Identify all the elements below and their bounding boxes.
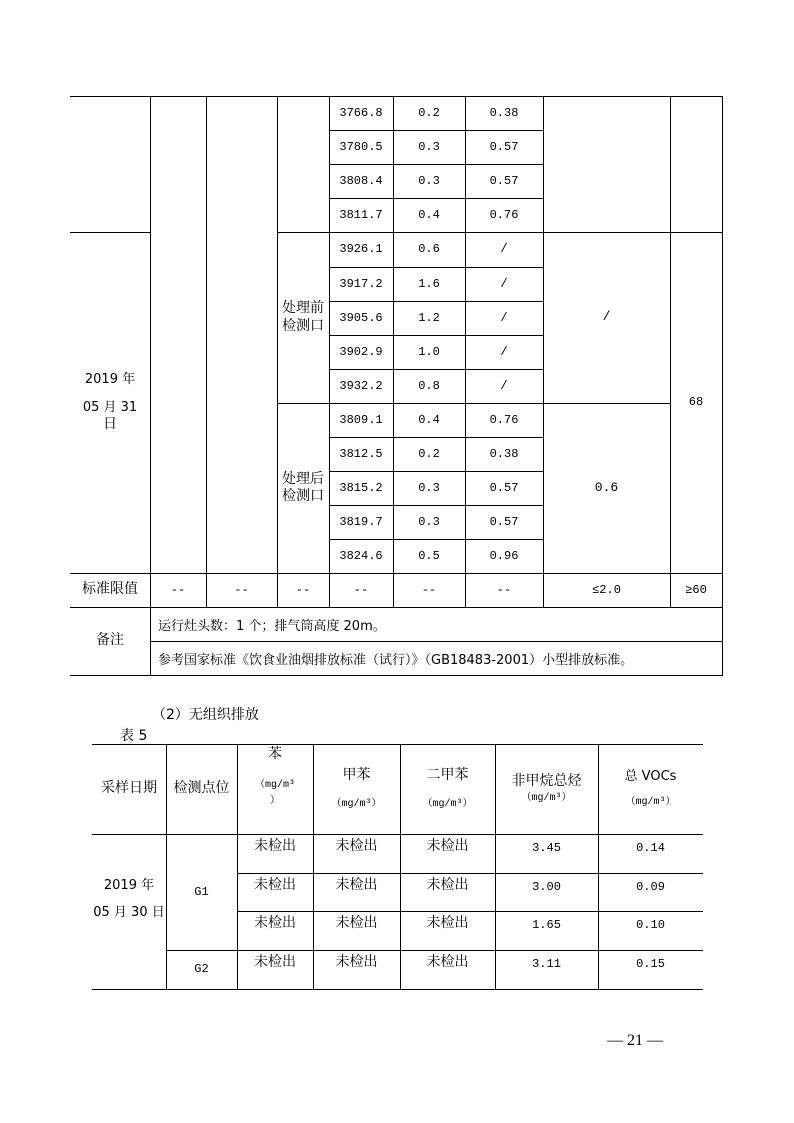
flow-value: 3819.7 xyxy=(339,514,383,529)
table-caption: 表 5 xyxy=(120,728,148,744)
header-unit: （mg/m³） xyxy=(521,792,572,804)
limit-cell: -- xyxy=(421,582,437,597)
limit-cell: -- xyxy=(353,582,369,597)
average-limit: ≤2.0 xyxy=(592,582,621,597)
header-vocs xyxy=(598,744,703,834)
flow-value: 3808.4 xyxy=(339,173,383,188)
measured-value: 0.4 xyxy=(418,207,440,222)
label-line: 检测口 xyxy=(282,317,324,334)
converted-value: / xyxy=(500,378,508,393)
date-year: 2019 年 xyxy=(103,878,155,894)
date-year: 2019 年 xyxy=(84,371,136,387)
xylene-value: 未检出 xyxy=(426,838,469,855)
converted-value: 0.38 xyxy=(489,105,519,120)
header-label: 总 VOCs xyxy=(624,768,677,784)
measured-value: 1.0 xyxy=(418,344,440,359)
label-line: 处理后 xyxy=(282,470,324,487)
nmhc-value: 3.45 xyxy=(532,841,561,855)
rate-limit: ≥60 xyxy=(685,582,707,597)
converted-value: 0.76 xyxy=(489,412,519,427)
header-label: 苯 xyxy=(268,746,282,762)
header-date: 采样日期 xyxy=(101,780,157,797)
label-line: 检测口 xyxy=(282,488,324,504)
flow-value: 3766.8 xyxy=(339,105,383,120)
sampling-date xyxy=(70,232,150,573)
header-unit: （mg/m³） xyxy=(331,798,382,810)
xylene-value: 未检出 xyxy=(426,915,469,932)
xylene-value: 未检出 xyxy=(426,954,469,971)
nmhc-value: 3.11 xyxy=(532,957,561,971)
header-label: 非甲烷总烃 xyxy=(511,773,582,789)
converted-value: 0.57 xyxy=(489,514,519,529)
measured-value: 0.8 xyxy=(418,378,440,393)
standard-limit-label: 标准限值 xyxy=(82,581,138,598)
measured-value: 0.6 xyxy=(418,242,440,256)
date-suffix: 日 xyxy=(103,416,117,432)
measured-value: 0.3 xyxy=(418,173,440,188)
vocs-value: 0.15 xyxy=(636,957,665,971)
flow-value: 3932.2 xyxy=(339,378,383,393)
header-toluene xyxy=(313,744,400,834)
header-nmhc xyxy=(495,744,598,834)
vocs-value: 0.09 xyxy=(636,880,665,894)
measured-value: 0.2 xyxy=(418,105,440,120)
converted-value: 0.57 xyxy=(489,480,519,495)
header-unit: （mg/m³ xyxy=(254,779,295,791)
toluene-value: 未检出 xyxy=(335,877,378,894)
header-unit: ） xyxy=(270,796,280,807)
section-title: （2）无组织排放 xyxy=(152,707,259,723)
toluene-value: 未检出 xyxy=(335,954,378,971)
measured-value: 0.3 xyxy=(418,139,440,154)
vocs-value: 0.14 xyxy=(636,841,665,855)
point-g1: G1 xyxy=(194,884,209,899)
limit-cell: -- xyxy=(234,582,249,597)
converted-value: 0.96 xyxy=(489,548,519,563)
flow-value: 3815.2 xyxy=(339,480,383,495)
remarks-line: 参考国家标准《饮食业油烟排放标准（试行）》（GB18483-2001）小型排放标准。 xyxy=(158,652,634,668)
measured-value: 1.6 xyxy=(418,276,440,291)
toluene-value: 未检出 xyxy=(335,915,378,932)
date-month-day: 05 月 30 日 xyxy=(93,904,165,920)
converted-value: 0.57 xyxy=(489,139,519,154)
converted-value: / xyxy=(500,242,508,256)
nmhc-value: 1.65 xyxy=(532,918,561,932)
converted-value: 0.57 xyxy=(489,173,519,188)
after-treatment-label xyxy=(277,403,329,573)
vocs-value: 0.10 xyxy=(636,918,665,932)
before-average: / xyxy=(602,309,611,325)
converted-value: / xyxy=(500,310,508,325)
xylene-value: 未检出 xyxy=(426,877,469,894)
date-month-day: 05 月 31 xyxy=(82,399,138,415)
page-number: — 21 — xyxy=(607,1032,663,1049)
limit-cell: -- xyxy=(496,582,512,597)
converted-value: / xyxy=(500,276,508,291)
header-benzene xyxy=(237,744,313,834)
benzene-value: 未检出 xyxy=(254,954,296,971)
before-treatment-label xyxy=(277,232,329,403)
flow-value: 3902.9 xyxy=(339,344,383,359)
header-unit: （mg/m³） xyxy=(625,796,676,808)
measured-value: 0.5 xyxy=(418,548,440,563)
header-point: 检测点位 xyxy=(173,780,230,797)
flow-value: 3811.7 xyxy=(339,207,383,222)
measured-value: 0.4 xyxy=(418,412,440,427)
flow-value: 3824.6 xyxy=(339,548,383,563)
flow-value: 3780.5 xyxy=(339,139,383,154)
measured-value: 0.3 xyxy=(418,480,440,495)
benzene-value: 未检出 xyxy=(254,838,296,855)
header-label: 二甲苯 xyxy=(426,767,469,783)
nmhc-value: 3.00 xyxy=(532,880,561,894)
limit-cell: -- xyxy=(170,582,186,597)
flow-value: 3926.1 xyxy=(339,242,383,256)
remarks-label: 备注 xyxy=(96,632,124,649)
measured-value: 0.2 xyxy=(418,446,440,461)
converted-value: / xyxy=(500,344,508,359)
point-g2: G2 xyxy=(194,962,209,976)
benzene-value: 未检出 xyxy=(254,915,296,932)
flow-value: 3917.2 xyxy=(339,276,383,291)
flow-value: 3905.6 xyxy=(339,310,383,325)
header-label: 甲苯 xyxy=(342,767,371,783)
toluene-value: 未检出 xyxy=(335,838,378,855)
header-xylene xyxy=(400,744,495,834)
limit-cell: -- xyxy=(295,582,311,597)
header-unit: （mg/m³） xyxy=(422,798,473,810)
flow-value: 3809.1 xyxy=(339,412,383,427)
sampling-date xyxy=(92,822,166,977)
converted-value: 0.76 xyxy=(489,207,519,222)
label-line: 处理前 xyxy=(282,300,324,316)
remarks-line: 运行灶头数：1 个；排气筒高度 20m。 xyxy=(158,618,386,634)
benzene-value: 未检出 xyxy=(254,877,296,894)
measured-value: 1.2 xyxy=(418,310,440,325)
removal-rate: 68 xyxy=(688,395,704,409)
measured-value: 0.3 xyxy=(418,514,440,529)
after-average: 0.6 xyxy=(594,479,619,495)
flow-value: 3812.5 xyxy=(339,446,383,461)
converted-value: 0.38 xyxy=(489,446,519,461)
